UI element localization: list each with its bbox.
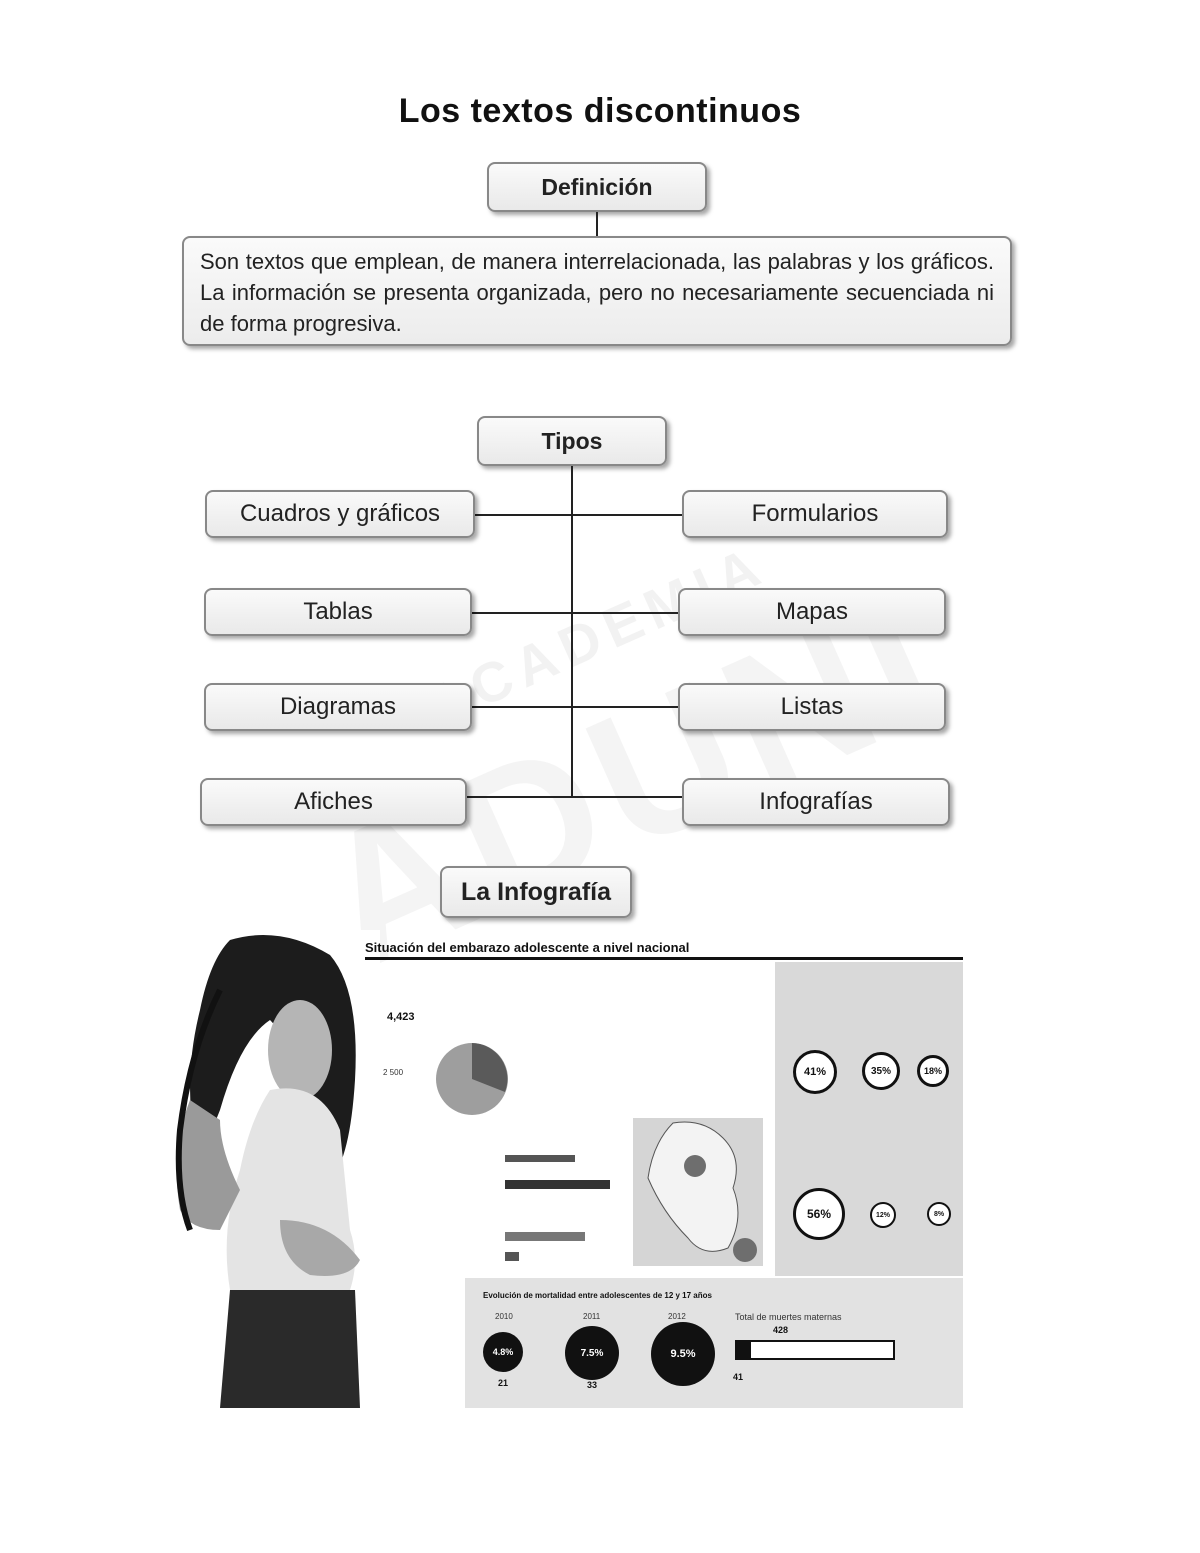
infographic xyxy=(365,940,963,1408)
adolescent-deaths-value: 41 xyxy=(733,1372,744,1382)
infographic-title: Situación del embarazo adolescente a nivel nacional xyxy=(365,940,963,960)
connector-line xyxy=(596,212,598,237)
infographic-label: La Infografía xyxy=(460,877,611,906)
type-label: Listas xyxy=(780,693,844,720)
total-deaths-label: Total de muertes maternas xyxy=(735,1312,842,1322)
type-box-mapas xyxy=(678,588,946,636)
year-circle: 4.8% xyxy=(483,1332,523,1372)
type-box-formularios xyxy=(682,490,948,538)
total-deaths-value: 428 xyxy=(773,1325,789,1335)
types-label-box xyxy=(477,416,667,466)
year-circle: 9.5% xyxy=(651,1322,715,1386)
type-box-infografias xyxy=(682,778,950,826)
type-label: Mapas xyxy=(775,598,849,625)
bar xyxy=(505,1180,610,1189)
year-count: 21 xyxy=(498,1378,509,1388)
type-label: Formularios xyxy=(751,500,879,527)
cause-circle: 56% xyxy=(793,1188,845,1240)
adolescent-deaths-bar xyxy=(737,1342,751,1358)
year-label: 2012 xyxy=(668,1312,686,1321)
pie-chart xyxy=(433,1040,511,1118)
branch-line xyxy=(472,612,680,614)
year-label: 2010 xyxy=(495,1312,513,1321)
evolution-label: Evolución de mortalidad entre adolescentes de 12 y 17 años xyxy=(483,1291,712,1300)
cause-circle: 8% xyxy=(927,1202,951,1226)
page-title: Los textos discontinuos xyxy=(398,92,802,130)
cause-circle: 35% xyxy=(862,1052,900,1090)
type-label: Cuadros y gráficos xyxy=(239,500,441,527)
type-box-cuadros xyxy=(205,490,475,538)
branch-line xyxy=(467,796,682,798)
branch-line xyxy=(475,514,682,516)
peru-map xyxy=(633,1118,763,1266)
bar xyxy=(505,1252,519,1261)
type-box-diagramas xyxy=(204,683,472,731)
year-label: 2011 xyxy=(583,1312,601,1321)
branch-line xyxy=(472,706,680,708)
year-circle: 7.5% xyxy=(565,1326,619,1380)
type-label: Infografías xyxy=(759,788,873,815)
cause-circle: 41% xyxy=(793,1050,837,1094)
infographic-label-box xyxy=(440,866,632,918)
cause-circle: 12% xyxy=(870,1202,896,1228)
type-label: Afiches xyxy=(294,788,373,815)
registered-count: 4,423 xyxy=(387,1011,415,1023)
pregnant-girl-photo xyxy=(160,930,380,1408)
type-box-tablas xyxy=(204,588,472,636)
definition-label: Definición xyxy=(541,173,653,200)
bar xyxy=(505,1232,585,1241)
types-label: Tipos xyxy=(541,427,603,454)
bar xyxy=(505,1155,575,1162)
definition-text: Son textos que emplean, de manera interrelacionada, las palabras y los gráficos. La información se presenta organizada, pero no necesariamente secuenciada ni de forma progresiva. xyxy=(182,236,1012,346)
year-count: 33 xyxy=(587,1380,598,1390)
watermark-academia: ACADEMIA xyxy=(415,532,776,739)
type-box-afiches xyxy=(200,778,467,826)
definition-label-box xyxy=(487,162,707,212)
cause-circle: 18% xyxy=(917,1055,949,1087)
type-box-listas xyxy=(678,683,946,731)
type-label: Diagramas xyxy=(279,693,397,720)
deaths-bar-outline xyxy=(735,1340,895,1360)
pie-left-value: 2 500 xyxy=(383,1068,404,1077)
type-label: Tablas xyxy=(303,598,373,625)
